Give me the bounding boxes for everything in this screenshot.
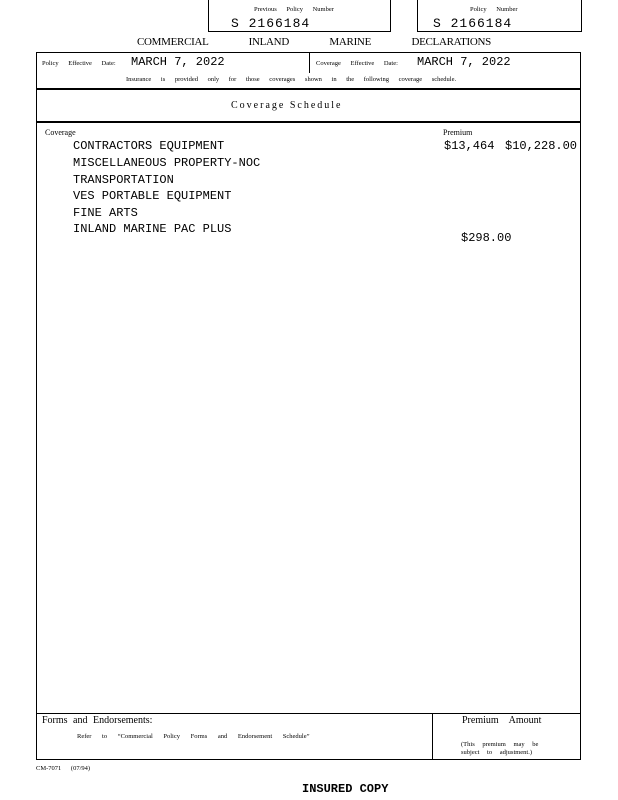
schedule-top-rule (36, 88, 581, 90)
footer-divider (432, 713, 433, 759)
coverage-effective-label: Coverage Effective Date: (316, 60, 398, 67)
policy-effective-value: MARCH 7, 2022 (131, 55, 225, 69)
premium-value: $10,228.00 (505, 139, 578, 153)
policy-number-label: Policy Number (470, 6, 518, 13)
coverage-item: INLAND MARINE PAC PLUS (73, 222, 232, 236)
coverage-item: TRANSPORTATION (73, 173, 174, 187)
insurance-note: Insurance is provided only for those coverages shown in the following coverage schedule. (126, 76, 457, 83)
coverage-item: CONTRACTORS EQUIPMENT (73, 139, 225, 153)
coverage-item: MISCELLANEOUS PROPERTY-NOC (73, 156, 261, 170)
insured-copy: INSURED COPY (302, 782, 389, 796)
coverage-header: Coverage (45, 128, 76, 137)
policy-number-value: S 2166184 (433, 16, 513, 31)
premium-value: $298.00 (461, 231, 512, 245)
dates-divider (309, 53, 310, 73)
previous-policy-label: Previous Policy Number (254, 6, 334, 13)
forms-label: Forms and Endorsements: (42, 715, 153, 726)
premium-header: Premium (443, 128, 473, 137)
coverage-item: FINE ARTS (73, 206, 138, 220)
form-code: CM-7071 (07/94) (36, 765, 91, 772)
premium-note: (This premium may be subject to adjustment.) (461, 741, 539, 756)
schedule-title: Coverage Schedule (231, 100, 343, 111)
coverage-item: VES PORTABLE EQUIPMENT (73, 189, 232, 203)
coverage-effective-value: MARCH 7, 2022 (417, 55, 511, 69)
page-title: COMMERCIAL INLAND MARINE DECLARATIONS (137, 36, 491, 48)
footer-rule (36, 713, 580, 714)
previous-policy-value: S 2166184 (231, 16, 311, 31)
forms-note: Refer to “Commercial Policy Forms and Endorsement Schedule” (77, 733, 310, 740)
schedule-bottom-rule (36, 121, 581, 123)
policy-effective-label: Policy Effective Date: (42, 60, 116, 67)
premium-amount-label: Premium Amount (462, 715, 542, 726)
premium-value: $13,464 (444, 139, 495, 153)
